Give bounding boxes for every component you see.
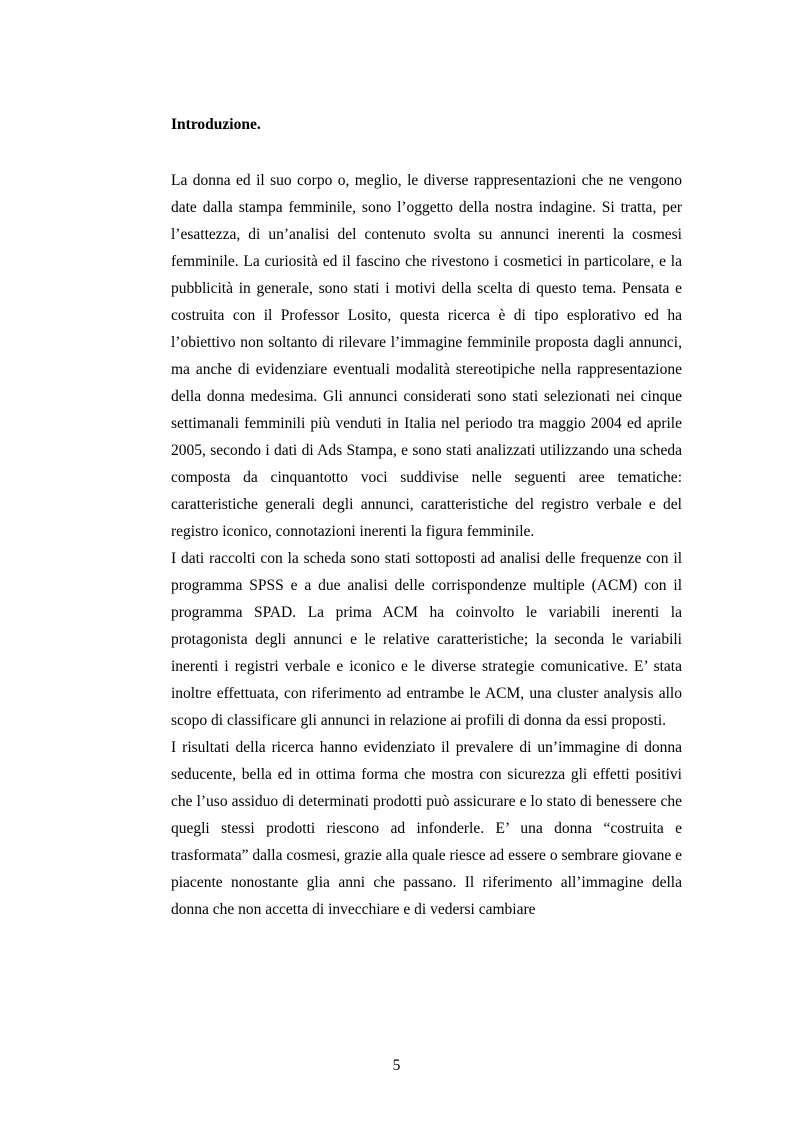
paragraph-3: I risultati della ricerca hanno evidenziato il prevalere di un’immagine di donna seducente, bella ed in ottima forma che mostra con sicurezza gli effetti positivi che l’uso assiduo di determinati prodotti può assicurare e lo stato di benessere che quegli stessi prodotti riescono ad infonderle. E’ una donna “costruita e trasformata” dalla cosmesi, grazie alla quale riesce ad essere o sembrare giovane e piacente nonostante glia anni che passano. Il riferimento all’immagine della donna che non accetta di invecchiare e di vedersi cambiare (171, 739, 682, 918)
paragraph-2: I dati raccolti con la scheda sono stati sottoposti ad analisi delle frequenze con il programma SPSS e a due analisi delle corrispondenze multiple (ACM) con il programma SPAD. La prima ACM ha coinvolto le variabili inerenti la protagonista degli annunci e le relative caratteristiche; la seconda le variabili inerenti i registri verbale e iconico e le diverse strategie comunicative. E’ stata inoltre effettuata, con riferimento ad entrambe le ACM, una cluster analysis allo scopo di classificare gli annunci in relazione ai profili di donna da essi proposti. (171, 550, 682, 729)
page-number: 5 (392, 1057, 401, 1074)
body-text (171, 167, 682, 923)
section-heading: Introduzione. (171, 116, 261, 133)
paragraph-1: La donna ed il suo corpo o, meglio, le diverse rappresentazioni che ne vengono date dalla stampa femminile, sono l’oggetto della nostra indagine. Si tratta, per l’esattezza, di un’analisi del contenuto svolta su annunci inerenti la cosmesi femminile. La curiosità ed il fascino che rivestono i cosmetici in particolare, e la pubblicità in generale, sono stati i motivi della scelta di questo tema. Pensata e costruita con il Professor Losito, questa ricerca è di tipo esplorativo ed ha l’obiettivo non soltanto di rilevare l’immagine femminile proposta dagli annunci, ma anche di evidenziare eventuali modalità stereotipiche nella rappresentazione della donna medesima. Gli annunci considerati sono stati selezionati nei cinque settimanali femminili più venduti in Italia nel periodo tra maggio 2004 ed aprile 2005, secondo i dati di Ads Stampa, e sono stati analizzati utilizzando una scheda composta da cinquantotto voci suddivise nelle seguenti aree tematiche: caratteristiche generali degli annunci, caratteristiche del registro verbale e del registro iconico, connotazioni inerenti la figura femminile. (171, 172, 682, 540)
